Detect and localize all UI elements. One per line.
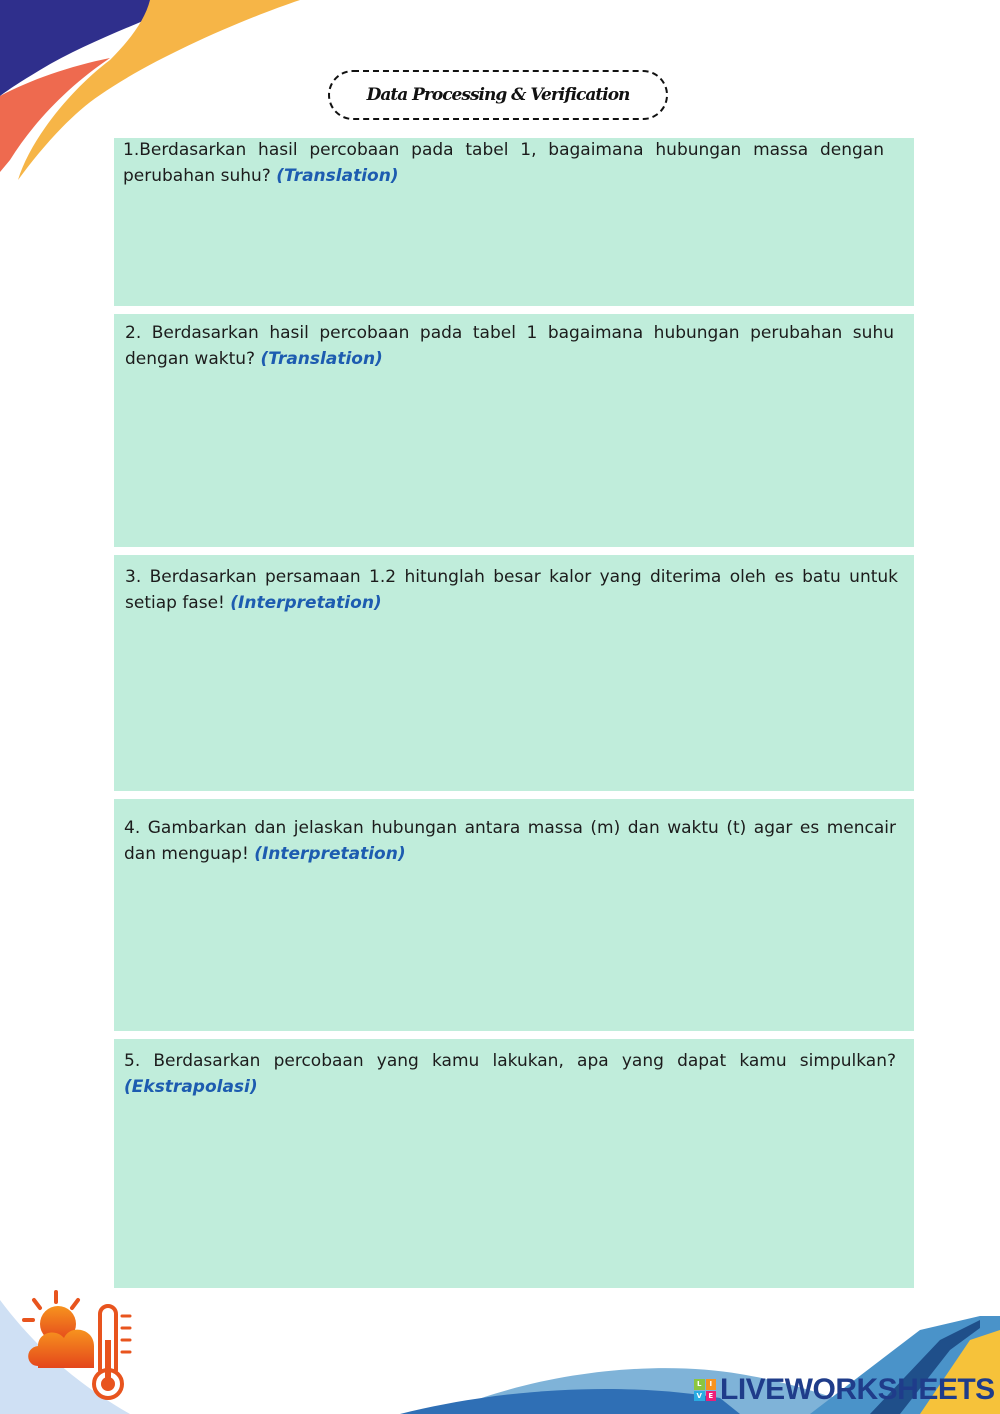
question-3-prompt: 3. Berdasarkan persamaan 1.2 hitunglah besar kalor yang diterima oleh es batu untuk setiap fase! xyxy=(125,567,898,613)
liveworksheets-brand[interactable] xyxy=(694,1372,995,1408)
question-box-4[interactable] xyxy=(114,799,914,1031)
question-1-tag: (Translation) xyxy=(276,166,399,186)
question-4-tag: (Interpretation) xyxy=(254,844,406,864)
question-text xyxy=(125,564,898,616)
question-text xyxy=(124,1048,896,1100)
question-box-5[interactable] xyxy=(114,1039,914,1288)
question-1-prompt: 1.Berdasarkan hasil percobaan pada tabel 1, bagaimana hubungan massa dengan perubahan suhu? xyxy=(123,140,884,186)
brand-name: LIVEWORKSHEETS xyxy=(720,1373,995,1406)
question-5-prompt: 5. Berdasarkan percobaan yang kamu lakukan, apa yang dapat kamu simpulkan? xyxy=(124,1051,896,1071)
question-4-prompt: 4. Gambarkan dan jelaskan hubungan antara massa (m) dan waktu (t) agar es mencair dan menguap! xyxy=(124,818,896,864)
hot-weather-thermometer-icon xyxy=(20,1288,140,1403)
brand-logo-letter: E xyxy=(706,1391,717,1402)
section-title-pill xyxy=(328,70,668,120)
question-text xyxy=(125,320,894,372)
brand-logo-letter: V xyxy=(694,1391,705,1402)
question-box-3[interactable] xyxy=(114,555,914,791)
question-2-tag: (Translation) xyxy=(260,349,383,369)
question-text xyxy=(124,815,896,867)
question-2-prompt: 2. Berdasarkan hasil percobaan pada tabel 1 bagaimana hubungan perubahan suhu dengan waktu? xyxy=(125,323,894,369)
question-box-1[interactable] xyxy=(114,138,914,306)
brand-logo-letter: L xyxy=(694,1379,705,1390)
question-box-2[interactable] xyxy=(114,314,914,547)
question-text xyxy=(123,137,884,189)
question-5-tag: (Ekstrapolasi) xyxy=(124,1077,258,1097)
liveworksheets-logo-icon xyxy=(694,1379,716,1401)
question-3-tag: (Interpretation) xyxy=(230,593,382,613)
page-title: Data Processing & Verification xyxy=(366,85,630,105)
brand-logo-letter: I xyxy=(706,1379,717,1390)
